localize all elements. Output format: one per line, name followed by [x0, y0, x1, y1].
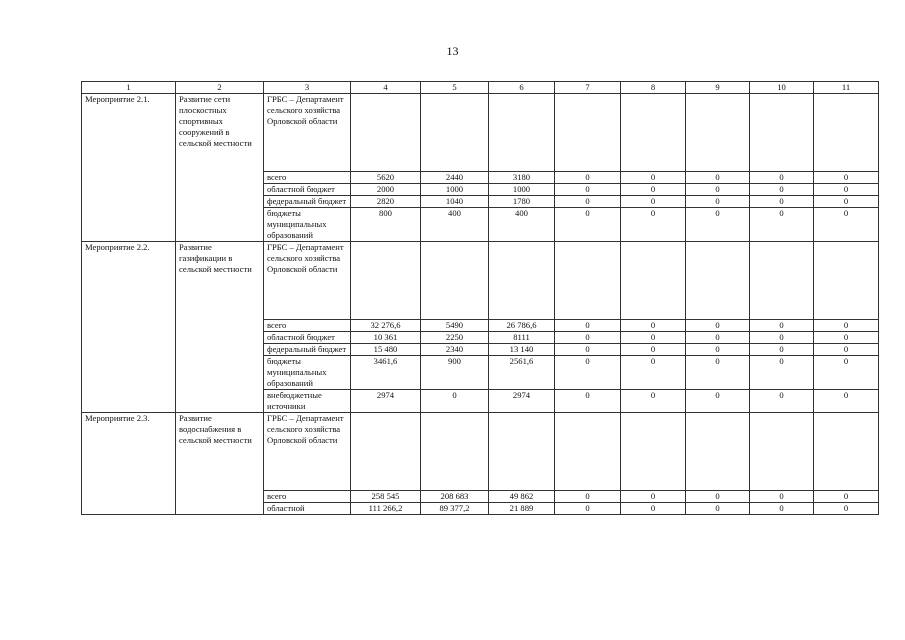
- empty-cell: [686, 242, 750, 320]
- column-header: 3: [264, 82, 351, 94]
- value-cell: 0: [621, 172, 686, 184]
- value-cell: 0: [814, 503, 879, 515]
- value-cell: 0: [555, 491, 621, 503]
- empty-cell: [686, 94, 750, 172]
- empty-cell: [686, 413, 750, 491]
- value-cell: 0: [686, 491, 750, 503]
- value-cell: 0: [686, 332, 750, 344]
- value-cell: 0: [686, 184, 750, 196]
- measure-id: Мероприятие 2.3.: [82, 413, 176, 515]
- value-cell: 0: [750, 503, 814, 515]
- empty-cell: [489, 94, 555, 172]
- empty-cell: [814, 94, 879, 172]
- empty-cell: [621, 413, 686, 491]
- value-cell: 0: [555, 503, 621, 515]
- empty-cell: [621, 94, 686, 172]
- value-cell: 21 889: [489, 503, 555, 515]
- value-cell: 26 786,6: [489, 320, 555, 332]
- value-cell: 0: [814, 196, 879, 208]
- value-cell: 0: [621, 320, 686, 332]
- value-cell: 0: [621, 491, 686, 503]
- value-cell: 0: [621, 208, 686, 242]
- funding-source: областной бюджет: [264, 184, 351, 196]
- funding-source: внебюджетные источники: [264, 390, 351, 413]
- value-cell: 0: [621, 356, 686, 390]
- funding-source: всего: [264, 172, 351, 184]
- column-header: 4: [351, 82, 421, 94]
- empty-cell: [489, 242, 555, 320]
- empty-cell: [351, 413, 421, 491]
- value-cell: 0: [814, 344, 879, 356]
- funding-source: всего: [264, 320, 351, 332]
- value-cell: 0: [750, 320, 814, 332]
- value-cell: 0: [686, 503, 750, 515]
- funding-source: областной бюджет: [264, 332, 351, 344]
- value-cell: 0: [750, 390, 814, 413]
- value-cell: 49 862: [489, 491, 555, 503]
- value-cell: 0: [555, 344, 621, 356]
- funding-source: федеральный бюджет: [264, 344, 351, 356]
- value-cell: 0: [621, 196, 686, 208]
- value-cell: 0: [686, 344, 750, 356]
- value-cell: 0: [750, 332, 814, 344]
- empty-cell: [555, 413, 621, 491]
- empty-cell: [421, 413, 489, 491]
- measure-name: Развитие сети плоскостных спортивных сооружений в сельской местности: [176, 94, 264, 242]
- empty-cell: [750, 242, 814, 320]
- grbs-cell: ГРБС – Департамент сельского хозяйства Орловской области: [264, 94, 351, 172]
- value-cell: 0: [555, 208, 621, 242]
- value-cell: 0: [814, 184, 879, 196]
- value-cell: 0: [814, 390, 879, 413]
- value-cell: 1000: [489, 184, 555, 196]
- value-cell: 0: [814, 172, 879, 184]
- value-cell: 0: [750, 196, 814, 208]
- value-cell: 15 480: [351, 344, 421, 356]
- value-cell: 0: [750, 491, 814, 503]
- empty-cell: [351, 94, 421, 172]
- value-cell: 1000: [421, 184, 489, 196]
- grbs-cell: ГРБС – Департамент сельского хозяйства Орловской области: [264, 413, 351, 491]
- funding-table: [81, 81, 879, 515]
- value-cell: 13 140: [489, 344, 555, 356]
- value-cell: 0: [814, 491, 879, 503]
- value-cell: 2820: [351, 196, 421, 208]
- value-cell: 0: [555, 184, 621, 196]
- measure-name: Развитие газификации в сельской местности: [176, 242, 264, 413]
- value-cell: 0: [814, 356, 879, 390]
- funding-source: всего: [264, 491, 351, 503]
- value-cell: 8111: [489, 332, 555, 344]
- value-cell: 1040: [421, 196, 489, 208]
- column-header: 8: [621, 82, 686, 94]
- value-cell: 0: [555, 390, 621, 413]
- value-cell: 2340: [421, 344, 489, 356]
- value-cell: 0: [686, 196, 750, 208]
- column-header: 2: [176, 82, 264, 94]
- empty-cell: [621, 242, 686, 320]
- value-cell: 0: [814, 320, 879, 332]
- column-header: 10: [750, 82, 814, 94]
- empty-cell: [555, 242, 621, 320]
- measure-header-row: [82, 94, 879, 172]
- value-cell: 0: [555, 172, 621, 184]
- value-cell: 32 276,6: [351, 320, 421, 332]
- measure-header-row: [82, 242, 879, 320]
- value-cell: 1780: [489, 196, 555, 208]
- value-cell: 400: [489, 208, 555, 242]
- value-cell: 2974: [351, 390, 421, 413]
- column-header: 5: [421, 82, 489, 94]
- value-cell: 0: [686, 320, 750, 332]
- value-cell: 0: [814, 208, 879, 242]
- value-cell: 208 683: [421, 491, 489, 503]
- value-cell: 89 377,2: [421, 503, 489, 515]
- empty-cell: [421, 242, 489, 320]
- empty-cell: [421, 94, 489, 172]
- value-cell: 0: [621, 503, 686, 515]
- empty-cell: [814, 413, 879, 491]
- empty-cell: [750, 413, 814, 491]
- empty-cell: [750, 94, 814, 172]
- value-cell: 5490: [421, 320, 489, 332]
- value-cell: 0: [555, 196, 621, 208]
- page-number: 13: [446, 44, 459, 58]
- value-cell: 0: [750, 356, 814, 390]
- value-cell: 400: [421, 208, 489, 242]
- grbs-cell: ГРБС – Департамент сельского хозяйства Орловской области: [264, 242, 351, 320]
- value-cell: 0: [686, 356, 750, 390]
- value-cell: 2440: [421, 172, 489, 184]
- value-cell: 0: [555, 320, 621, 332]
- column-header: 7: [555, 82, 621, 94]
- value-cell: 2561,6: [489, 356, 555, 390]
- value-cell: 0: [750, 344, 814, 356]
- value-cell: 0: [750, 208, 814, 242]
- value-cell: 0: [621, 344, 686, 356]
- value-cell: 0: [750, 184, 814, 196]
- value-cell: 0: [421, 390, 489, 413]
- value-cell: 3461,6: [351, 356, 421, 390]
- value-cell: 0: [814, 332, 879, 344]
- value-cell: 5620: [351, 172, 421, 184]
- value-cell: 0: [686, 172, 750, 184]
- measure-id: Мероприятие 2.1.: [82, 94, 176, 242]
- value-cell: 0: [686, 390, 750, 413]
- column-header: 11: [814, 82, 879, 94]
- value-cell: 2250: [421, 332, 489, 344]
- funding-source: федеральный бюджет: [264, 196, 351, 208]
- value-cell: 3180: [489, 172, 555, 184]
- funding-source: областной: [264, 503, 351, 515]
- value-cell: 0: [750, 172, 814, 184]
- value-cell: 0: [555, 356, 621, 390]
- empty-cell: [351, 242, 421, 320]
- empty-cell: [814, 242, 879, 320]
- value-cell: 111 266,2: [351, 503, 421, 515]
- value-cell: 258 545: [351, 491, 421, 503]
- measure-id: Мероприятие 2.2.: [82, 242, 176, 413]
- column-header: 6: [489, 82, 555, 94]
- value-cell: 800: [351, 208, 421, 242]
- value-cell: 0: [555, 332, 621, 344]
- empty-cell: [489, 413, 555, 491]
- value-cell: 0: [621, 390, 686, 413]
- value-cell: 2000: [351, 184, 421, 196]
- value-cell: 2974: [489, 390, 555, 413]
- empty-cell: [555, 94, 621, 172]
- measure-name: Развитие водоснабжения в сельской местности: [176, 413, 264, 515]
- funding-source: бюджеты муниципальных образований: [264, 208, 351, 242]
- header-row: [82, 82, 879, 94]
- column-header: 1: [82, 82, 176, 94]
- value-cell: 0: [621, 332, 686, 344]
- value-cell: 900: [421, 356, 489, 390]
- measure-header-row: [82, 413, 879, 491]
- value-cell: 0: [686, 208, 750, 242]
- column-header: 9: [686, 82, 750, 94]
- value-cell: 10 361: [351, 332, 421, 344]
- value-cell: 0: [621, 184, 686, 196]
- funding-source: бюджеты муниципальных образований: [264, 356, 351, 390]
